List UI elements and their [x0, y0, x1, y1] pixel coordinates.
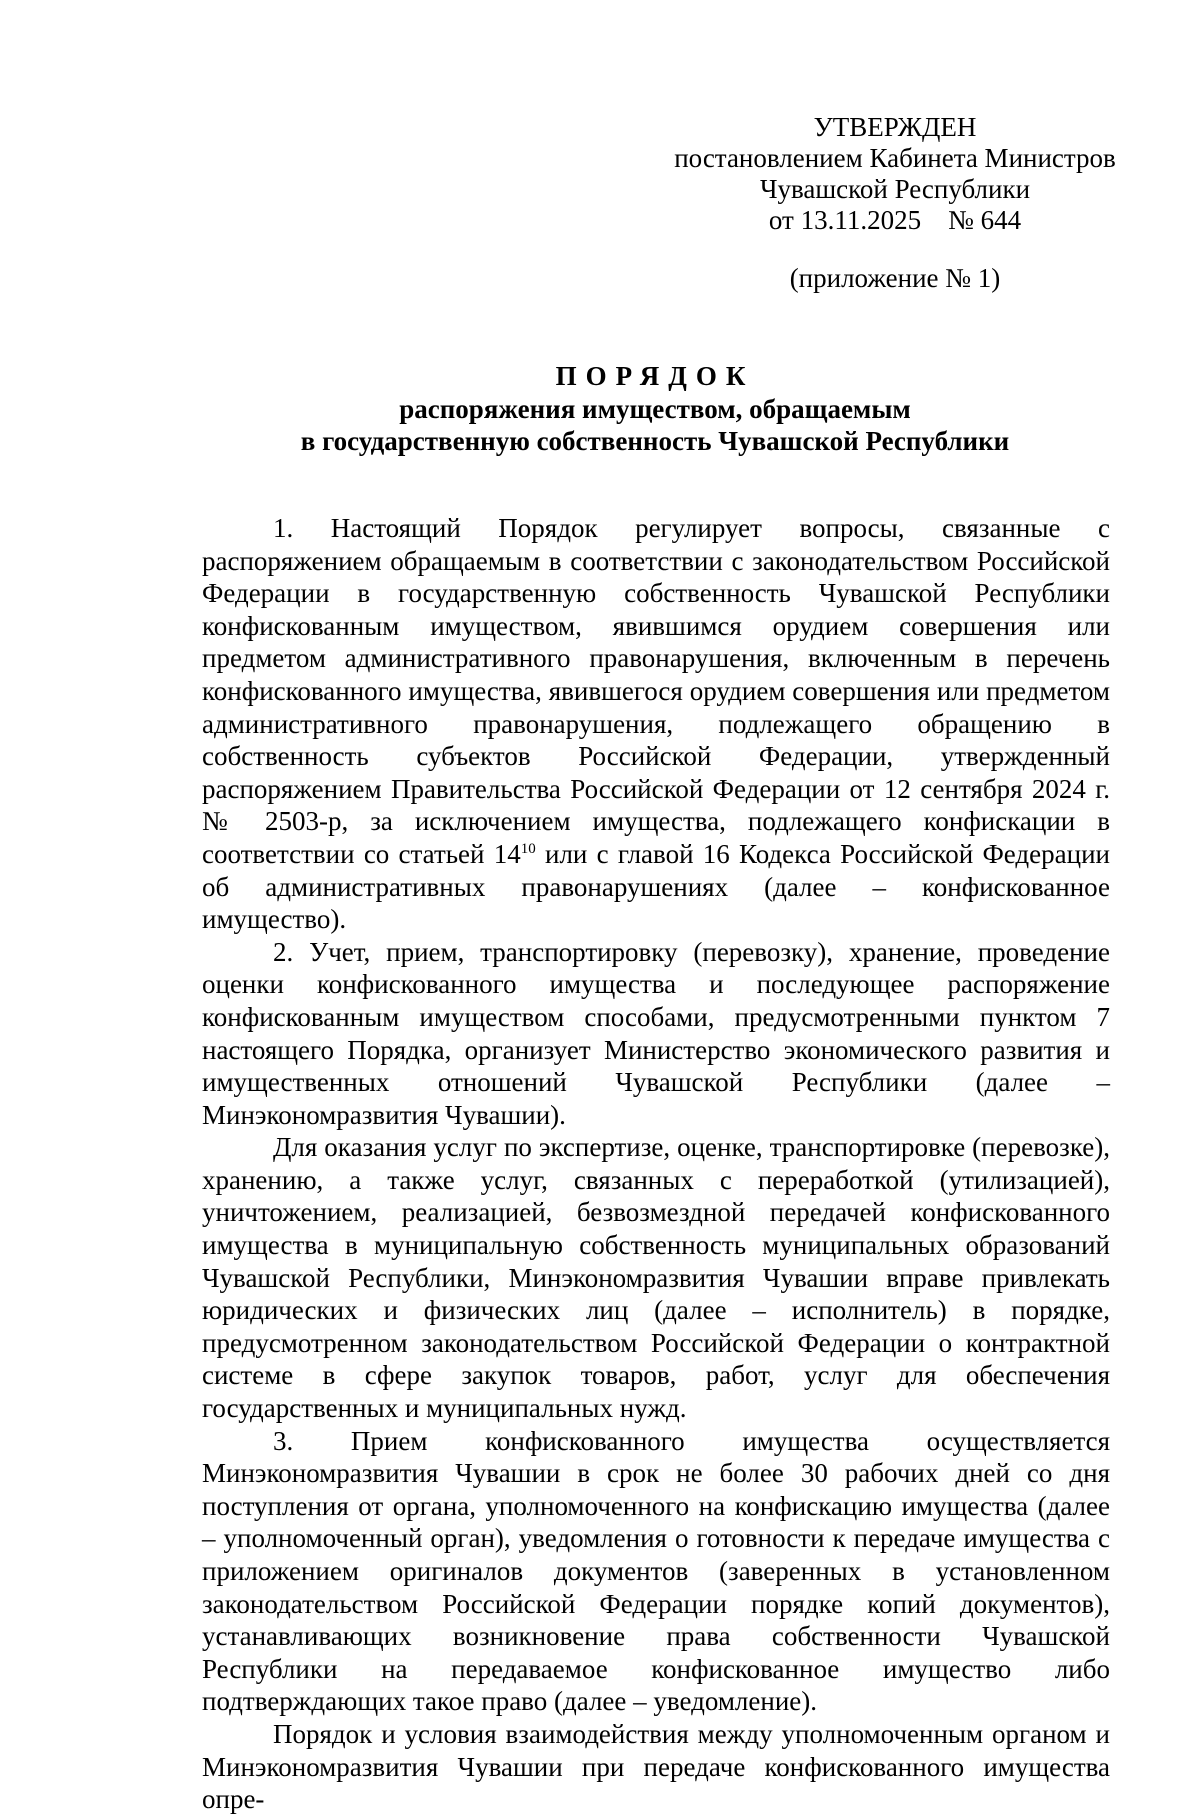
approval-date-number: от 13.11.2025 № 644	[768, 205, 1022, 235]
paragraph-1-text: 1. Настоящий Порядок регулирует вопросы, связанные с распоряжением обращаемым в соответствии с законодательством Российской Федерации в государственную собственность Чувашской Республики конфискованным имуществом, явившимся орудием совершения или предметом административного правонарушения, включенным в перечень конфискованного имущества, явившегося орудием совершения или предметом административного правонарушения, подлежащего обращению в собственность субъектов Российской Федерации, утвержденный распоряжением Правительства Российской Федерации от 12 сентября 2024 г. № 2503-р, за исключением имущества, подлежащего конфискации в соответствии со статьей 14	[202, 513, 1110, 869]
article-superscript: 10	[520, 840, 536, 857]
title-subtitle-line-1: распоряжения имуществом, обращаемым	[399, 394, 911, 424]
approval-heading: УТВЕРЖДЕН	[813, 112, 977, 142]
document-title	[200, 360, 1110, 457]
document-body	[202, 512, 1110, 1816]
annex-label: (приложение № 1)	[789, 263, 1001, 293]
paragraph-3: 3. Прием конфискованного имущества осуществляется Минэкономразвития Чувашии в срок не более 30 рабочих дней со дня поступления от органа, уполномоченного на конфискацию имущества (далее – уполномоченный орган), уведомления о готовности к передаче имущества с приложением оригиналов документов (заверенных в установленном законодательством Российской Федерации порядке копий документов), устанавливающих возникновение права собственности Чувашской Республики на передаваемое конфискованное имущество либо подтверждающих такое право (далее – уведомление).	[202, 1425, 1110, 1717]
title-main: ПОРЯДОК	[555, 361, 755, 391]
paragraph-2-continued: Для оказания услуг по экспертизе, оценке, транспортировке (перевозке), хранению, а также услуг, связанных с переработкой (утилизацией), уничтожением, реализацией, безвозмездной передачей конфискованного имущества в муниципальную собственность муниципальных образований Чувашской Республики, Минэкономразвития Чувашии вправе привлекать юридических и физических лиц (далее – исполнитель) в порядке, предусмотренном законодательством Российской Федерации о контрактной системе в сфере закупок товаров, работ, услуг для обеспечения государственных и муниципальных нужд.	[202, 1132, 1110, 1424]
approval-stamp	[660, 112, 1130, 236]
paragraph-2: 2. Учет, прием, транспортировку (перевозку), хранение, проведение оценки конфискованного имущества и последующее распоряжение конфискованным имуществом способами, предусмотренными пунктом 7 настоящего Порядка, организует Министерство экономического развития и имущественных отношений Чувашской Республики (далее – Минэкономразвития Чувашии).	[202, 936, 1110, 1130]
paragraph-3-continued: Порядок и условия взаимодействия между уполномоченным органом и Минэкономразвития Чувашии при передаче конфискованного имущества опре-	[202, 1718, 1110, 1815]
paragraph-1-text-end: или с главой 16 Кодекса Российской Федерации об административных правонарушениях (далее – конфискованное имущество).	[202, 838, 1110, 935]
title-subtitle-line-2: в государственную собственность Чувашской Республики	[300, 426, 1010, 456]
approval-region: Чувашской Республики	[759, 174, 1031, 204]
approval-authority: постановлением Кабинета Министров	[674, 143, 1116, 173]
paragraph-1	[202, 512, 1110, 936]
